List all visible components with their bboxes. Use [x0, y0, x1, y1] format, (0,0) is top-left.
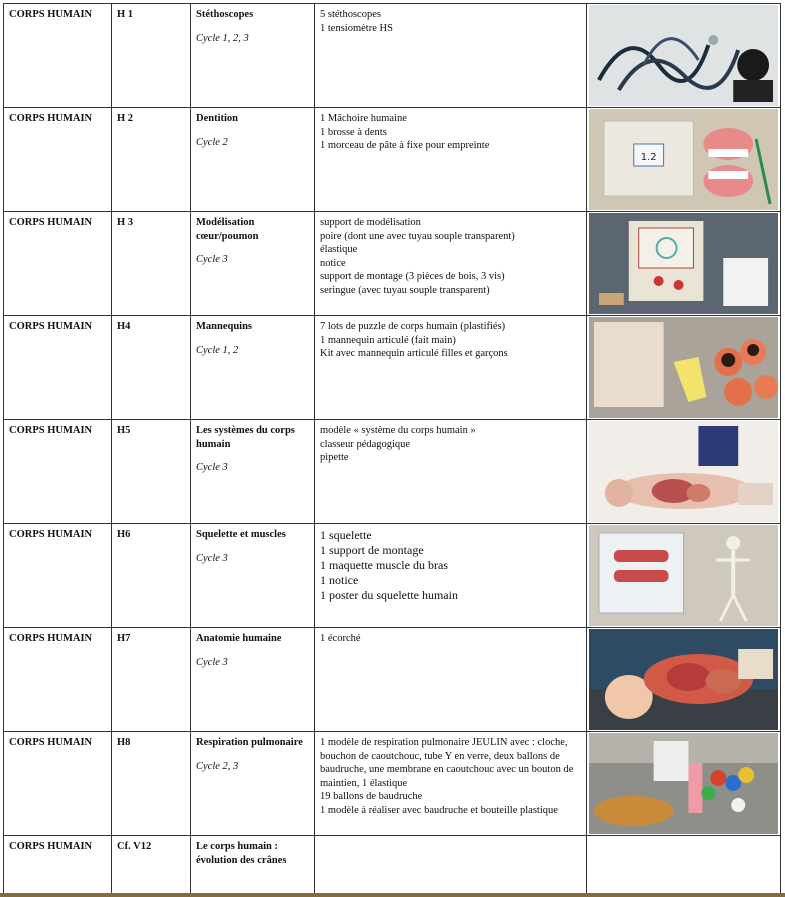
table-row [4, 316, 781, 420]
kit-title: Squelette et muscles [196, 529, 286, 540]
table-row [4, 212, 781, 316]
item-line: seringue (avec tuyau souple transparent) [320, 284, 490, 296]
title-cell [191, 524, 315, 628]
item-line: 1 modèle de respiration pulmonaire JEULIN avec : cloche, bouchon de caoutchouc, tube Y en verre, deux ballons de baudruche, une membrane en caoutchouc avec un bouton de maintien, 1 élastique [320, 737, 574, 789]
item-line: 19 ballons de baudruche [320, 791, 423, 802]
title-cell [191, 628, 315, 732]
cycle-label: Cycle 1, 2, 3 [196, 32, 249, 44]
table-row [4, 732, 781, 836]
items-cell [315, 108, 587, 212]
item-line: 1 support de montage [320, 543, 424, 557]
photo-cell [587, 524, 781, 628]
item-line: 1 modèle à réaliser avec baudruche et bouteille plastique [320, 804, 558, 816]
code-cell: H6 [112, 524, 191, 628]
item-line: 1 poster du squelette humain [320, 588, 458, 602]
heart-lung-model-photo [589, 213, 778, 314]
cycle-label: Cycle 3 [196, 656, 228, 668]
table-row [4, 108, 781, 212]
item-line: 1 squelette [320, 528, 372, 542]
cycle-label: Cycle 1, 2 [196, 344, 239, 356]
items-cell [315, 420, 587, 524]
items-cell [315, 836, 587, 894]
title-cell [191, 732, 315, 836]
item-line: 1 mannequin articulé (fait main) [320, 334, 456, 346]
photo-cell [587, 108, 781, 212]
item-line: 1 tensiomètre HS [320, 22, 393, 34]
item-line: 7 lots de puzzle de corps humain (plastifiés) [320, 321, 506, 332]
title-cell [191, 836, 315, 894]
title-cell [191, 4, 315, 108]
cycle-label: Cycle 2, 3 [196, 760, 239, 772]
cycle-label: Cycle 2 [196, 136, 228, 148]
photo-cell [587, 4, 781, 108]
table-row [4, 524, 781, 628]
kit-title: Respiration pulmonaire [196, 737, 303, 748]
kit-title: Mannequins [196, 321, 253, 332]
theme-cell: CORPS HUMAIN [4, 212, 112, 316]
theme-cell: CORPS HUMAIN [4, 108, 112, 212]
kit-title: Anatomie humaine [196, 633, 282, 644]
items-cell [315, 212, 587, 316]
kit-title: Modélisation cœur/poumon [196, 217, 259, 242]
theme-cell: CORPS HUMAIN [4, 4, 112, 108]
photo-cell [587, 316, 781, 420]
item-line: classeur pédagogique [320, 438, 411, 450]
page-bottom-edge [0, 893, 785, 897]
title-cell [191, 108, 315, 212]
item-line: 1 brosse à dents [320, 126, 387, 138]
title-cell [191, 316, 315, 420]
table-row [4, 4, 781, 108]
kit-title: Stéthoscopes [196, 9, 254, 20]
theme-cell: CORPS HUMAIN [4, 316, 112, 420]
item-line: notice [320, 257, 346, 269]
item-line: élastique [320, 244, 358, 255]
item-line: poire (dont une avec tuyau souple transparent) [320, 230, 515, 242]
title-cell [191, 212, 315, 316]
mannequins-photo [589, 317, 778, 418]
respiration-model-photo [589, 733, 778, 834]
stethoscopes-photo [589, 5, 778, 106]
item-line: modèle « système du corps humain » [320, 425, 476, 436]
kit-title: Les systèmes du corps humain [196, 425, 295, 450]
table-row [4, 836, 781, 894]
theme-cell: CORPS HUMAIN [4, 420, 112, 524]
item-line: 5 stéthoscopes [320, 9, 381, 20]
item-line: support de montage (3 pièces de bois, 3 vis) [320, 271, 505, 282]
anatomy-torso-photo [589, 629, 778, 730]
body-systems-photo [589, 421, 778, 522]
code-cell: H7 [112, 628, 191, 732]
theme-cell: CORPS HUMAIN [4, 628, 112, 732]
photo-cell [587, 212, 781, 316]
table-row [4, 628, 781, 732]
code-cell: H5 [112, 420, 191, 524]
item-line: 1 écorché [320, 633, 361, 644]
items-cell [315, 628, 587, 732]
cycle-label: Cycle 3 [196, 254, 228, 265]
item-line: support de modélisation [320, 217, 421, 228]
box-label: 1.2 [640, 151, 657, 164]
photo-cell [587, 732, 781, 836]
items-cell [315, 4, 587, 108]
items-cell [315, 316, 587, 420]
item-line: 1 morceau de pâte à fixe pour empreinte [320, 140, 490, 151]
item-line: pipette [320, 452, 349, 463]
item-line: Kit avec mannequin articulé filles et garçons [320, 348, 508, 359]
code-cell: Cf. V12 [112, 836, 191, 894]
code-cell: H 3 [112, 212, 191, 316]
theme-cell: CORPS HUMAIN [4, 524, 112, 628]
cycle-label: Cycle 3 [196, 462, 228, 473]
skeleton-photo [589, 525, 778, 626]
code-cell: H8 [112, 732, 191, 836]
theme-cell: CORPS HUMAIN [4, 732, 112, 836]
items-cell [315, 732, 587, 836]
code-cell: H4 [112, 316, 191, 420]
theme-cell: CORPS HUMAIN [4, 836, 112, 894]
items-cell [315, 524, 587, 628]
code-cell: H 2 [112, 108, 191, 212]
kit-title: Dentition [196, 113, 238, 124]
table-row [4, 420, 781, 524]
dentition-photo [589, 109, 778, 210]
photo-cell [587, 836, 781, 894]
item-line: 1 maquette muscle du bras [320, 558, 448, 572]
code-cell: H 1 [112, 4, 191, 108]
item-line: 1 notice [320, 573, 359, 587]
kit-title: Le corps humain : évolution des crânes [196, 841, 287, 866]
title-cell [191, 420, 315, 524]
photo-cell [587, 628, 781, 732]
inventory-table [3, 3, 781, 894]
item-line: 1 Mâchoire humaine [320, 113, 407, 124]
photo-cell [587, 420, 781, 524]
cycle-label: Cycle 3 [196, 552, 228, 564]
